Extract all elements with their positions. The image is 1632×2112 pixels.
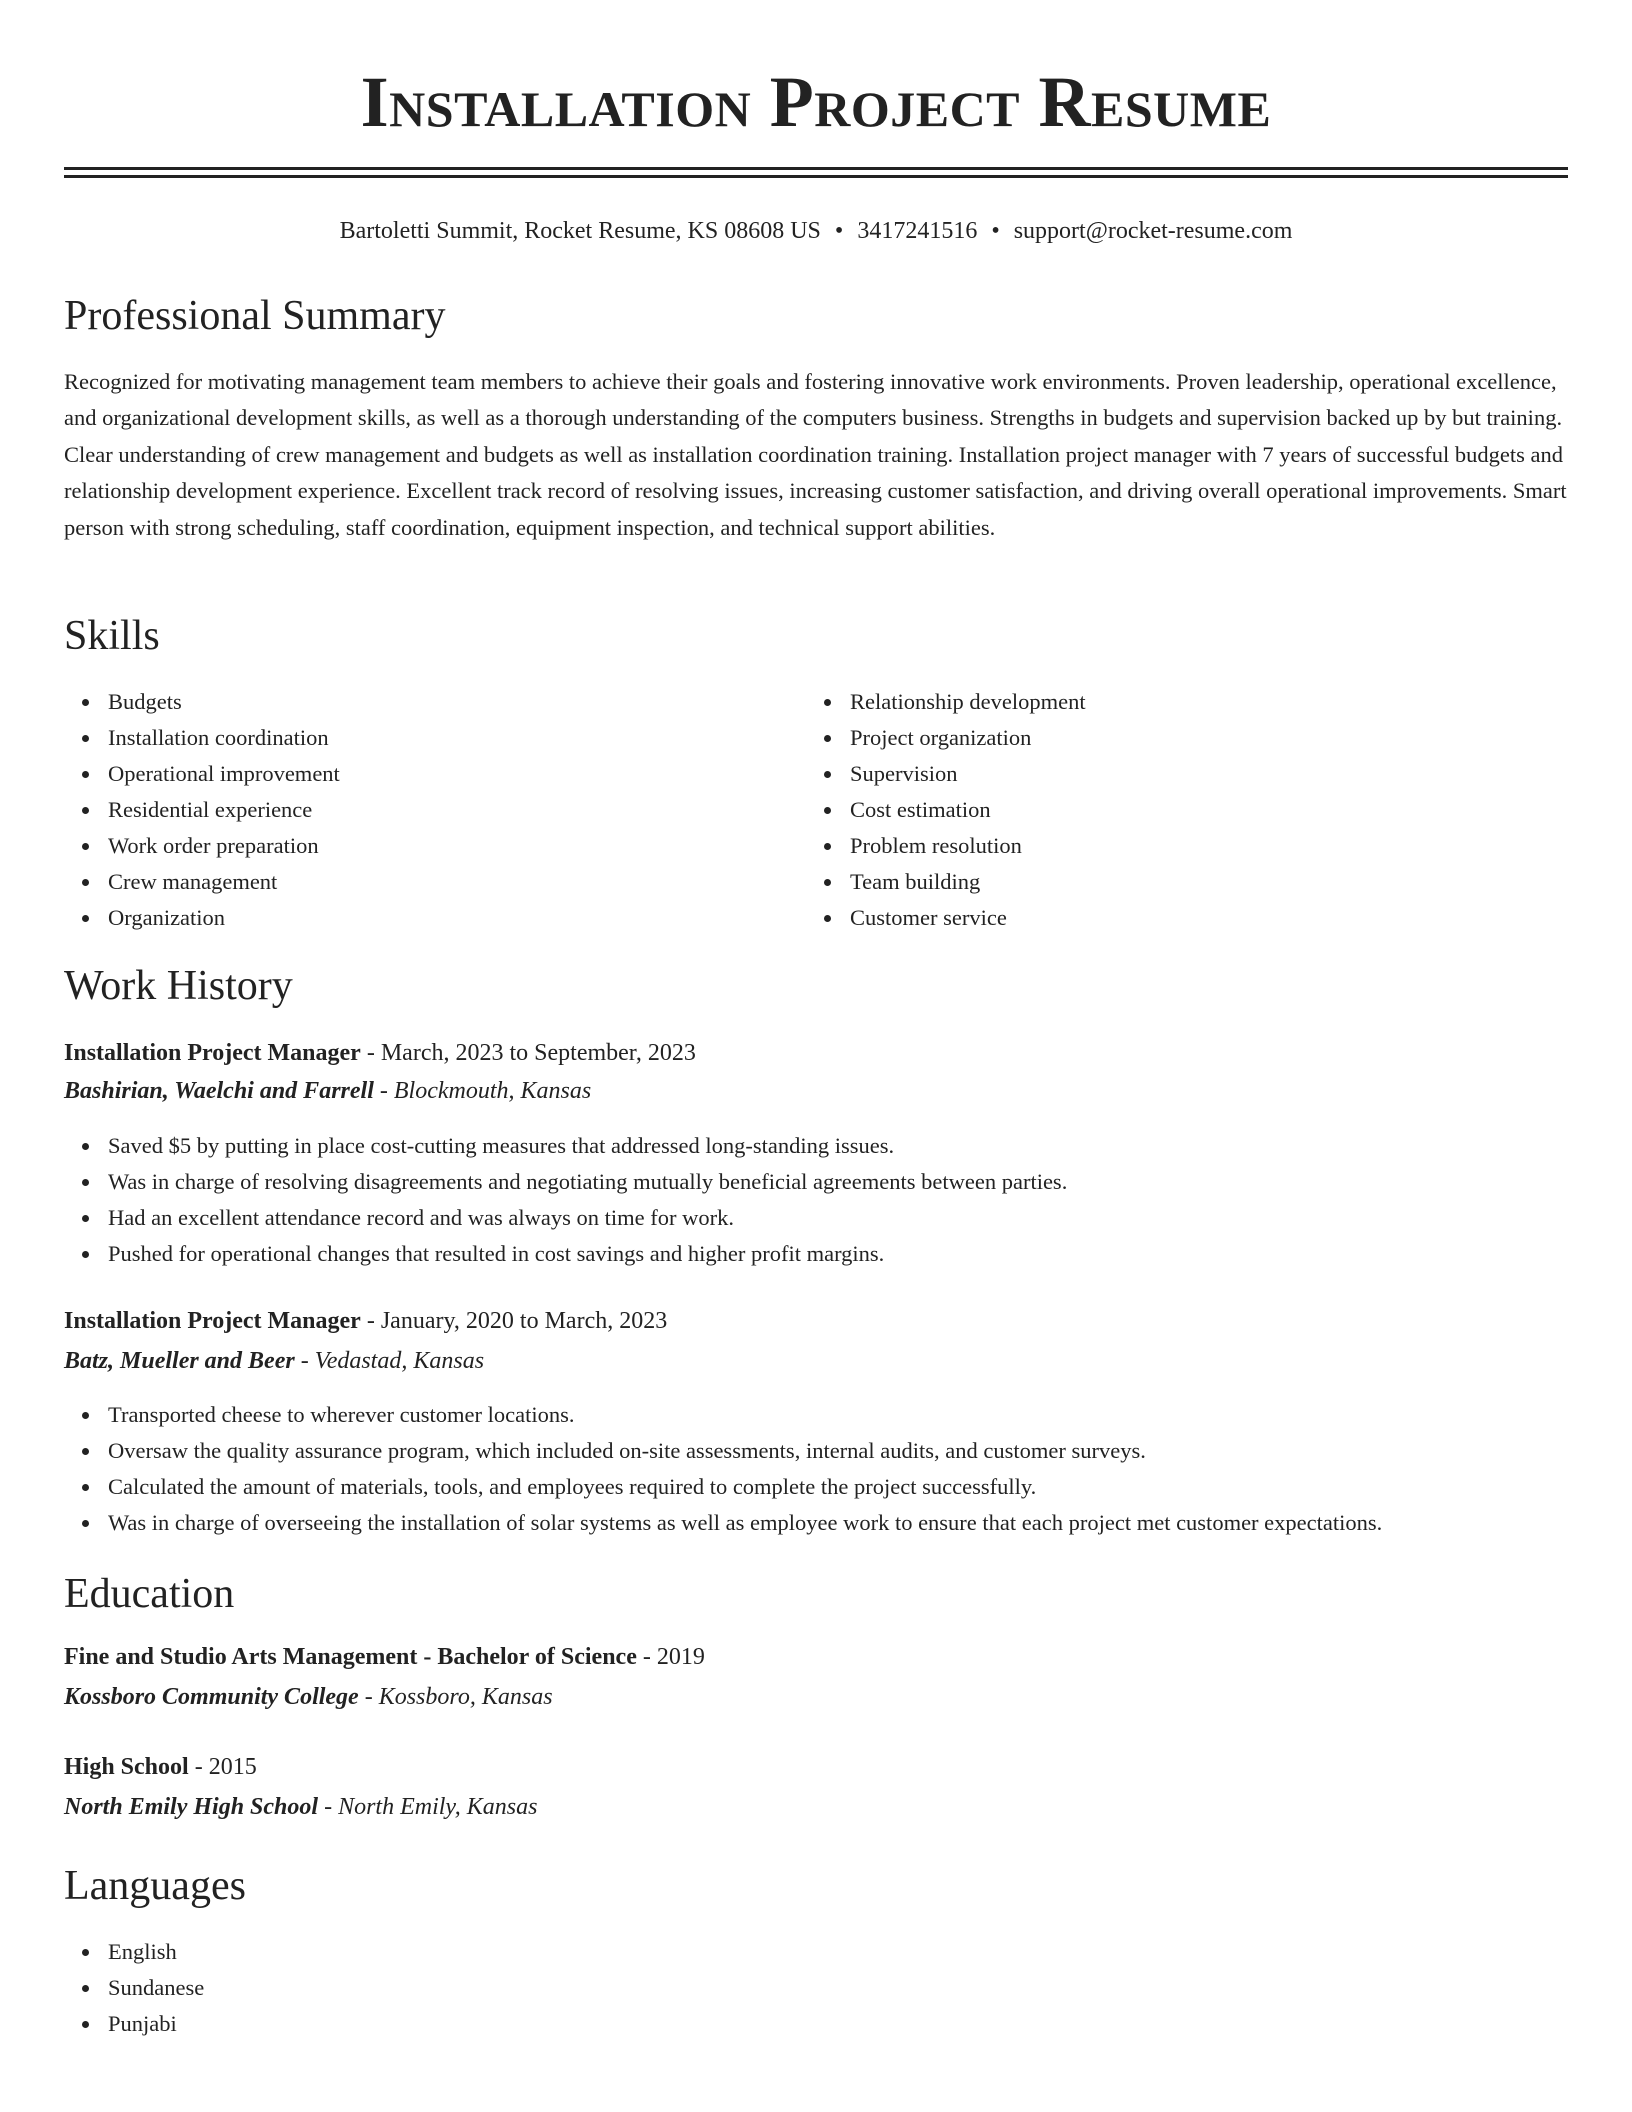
skill-item: Organization — [108, 900, 808, 936]
education-year: 2015 — [208, 1754, 257, 1780]
education-school-line — [64, 1680, 553, 1714]
contact-separator: • — [991, 218, 1000, 244]
dash: - — [360, 1308, 381, 1334]
skill-item: Relationship development — [850, 684, 1550, 720]
section-heading-languages: Languages — [64, 1863, 246, 1909]
job-duty: Saved $5 by putting in place cost-cutting measures that addressed long-standing issues. — [108, 1128, 1612, 1164]
job-title: Installation Project Manager — [64, 1308, 361, 1334]
job-location: Vedastad, Kansas — [314, 1348, 485, 1374]
job-duty: Oversaw the quality assurance program, which included on-site assessments, internal audits, and customer surveys. — [108, 1433, 1612, 1469]
section-heading-summary: Professional Summary — [64, 293, 446, 339]
job-location: Blockmouth, Kansas — [393, 1078, 592, 1104]
skill-item: Installation coordination — [108, 720, 808, 756]
job-duty: Was in charge of resolving disagreements and negotiating mutually beneficial agreements between parties. — [108, 1164, 1612, 1200]
summary-text: Recognized for motivating management team members to achieve their goals and fostering innovative work environments. Proven leadership, operational excellence, and organizational development skills, as well as a thorough understanding of the computers business. Strengths in budgets and supervision backed up by but training. Clear understanding of crew management and budgets as well as installation coordination training. Installation project manager with 7 years of successful budgets and relationship development experience. Excellent track record of resolving issues, increasing customer satisfaction, and driving overall operational improvements. Smart person with strong scheduling, staff coordination, equipment inspection, and technical support abilities. — [64, 369, 1567, 540]
skill-item: Crew management — [108, 864, 808, 900]
language-item: English — [108, 1934, 1612, 1970]
contact-line — [64, 214, 1568, 248]
language-item: Punjabi — [108, 2006, 1612, 2042]
skill-item: Customer service — [850, 900, 1550, 936]
skill-item: Work order preparation — [108, 828, 808, 864]
dash: - — [188, 1754, 209, 1780]
education-location: North Emily, Kansas — [338, 1794, 538, 1820]
skill-item: Operational improvement — [108, 756, 808, 792]
job-duty: Was in charge of overseeing the installation of solar systems as well as employee work to ensure that each project met customer expectations. — [108, 1505, 1612, 1541]
skill-item: Project organization — [850, 720, 1550, 756]
dash: - — [294, 1348, 315, 1374]
job-company: Bashirian, Waelchi and Farrell — [64, 1078, 374, 1104]
title-divider-top — [64, 167, 1568, 170]
resume-title: Installation Project Resume — [360, 62, 1272, 142]
job-duties-list — [64, 1397, 1612, 1541]
job-company-line — [64, 1344, 484, 1378]
job-dates: January, 2020 to March, 2023 — [380, 1308, 668, 1334]
education-location: Kossboro, Kansas — [378, 1684, 553, 1710]
contact-email: support@rocket-resume.com — [1013, 218, 1293, 244]
skill-item: Budgets — [108, 684, 808, 720]
dash: - — [373, 1078, 394, 1104]
education-year: 2019 — [656, 1644, 705, 1670]
title-divider-bottom — [64, 175, 1568, 178]
education-degree-line — [64, 1640, 705, 1674]
job-title-line — [64, 1304, 667, 1338]
education-degree-line — [64, 1750, 257, 1784]
section-heading-work-history: Work History — [64, 963, 293, 1009]
job-company: Batz, Mueller and Beer — [64, 1348, 295, 1374]
skill-item: Supervision — [850, 756, 1550, 792]
skill-item: Team building — [850, 864, 1550, 900]
job-duty: Pushed for operational changes that resulted in cost savings and higher profit margins. — [108, 1236, 1612, 1272]
languages-list — [64, 1934, 1612, 2042]
job-company-line — [64, 1074, 591, 1108]
education-degree: Fine and Studio Arts Management - Bachelor of Science — [64, 1644, 637, 1670]
skills-list-left — [64, 684, 808, 936]
job-duty: Transported cheese to wherever customer locations. — [108, 1397, 1612, 1433]
education-degree: High School — [64, 1754, 189, 1780]
job-title: Installation Project Manager — [64, 1040, 361, 1066]
dash: - — [636, 1644, 657, 1670]
resume-page — [64, 0, 1568, 2036]
skills-list-right — [806, 684, 1550, 936]
education-school-line — [64, 1790, 537, 1824]
section-heading-education: Education — [64, 1571, 235, 1617]
language-item: Sundanese — [108, 1970, 1612, 2006]
education-school: Kossboro Community College — [64, 1684, 359, 1710]
job-duty: Had an excellent attendance record and was always on time for work. — [108, 1200, 1612, 1236]
skill-item: Cost estimation — [850, 792, 1550, 828]
section-heading-skills: Skills — [64, 613, 160, 659]
dash: - — [318, 1794, 339, 1820]
contact-address: Bartoletti Summit, Rocket Resume, KS 08608 US — [339, 218, 821, 244]
job-duties-list — [64, 1128, 1612, 1272]
education-school: North Emily High School — [64, 1794, 319, 1820]
contact-phone: 3417241516 — [857, 218, 978, 244]
job-title-line — [64, 1036, 696, 1070]
skill-item: Residential experience — [108, 792, 808, 828]
dash: - — [360, 1040, 381, 1066]
contact-separator: • — [834, 218, 844, 244]
skill-item: Problem resolution — [850, 828, 1550, 864]
job-dates: March, 2023 to September, 2023 — [380, 1040, 696, 1066]
dash: - — [358, 1684, 379, 1710]
job-duty: Calculated the amount of materials, tools, and employees required to complete the project successfully. — [108, 1469, 1612, 1505]
